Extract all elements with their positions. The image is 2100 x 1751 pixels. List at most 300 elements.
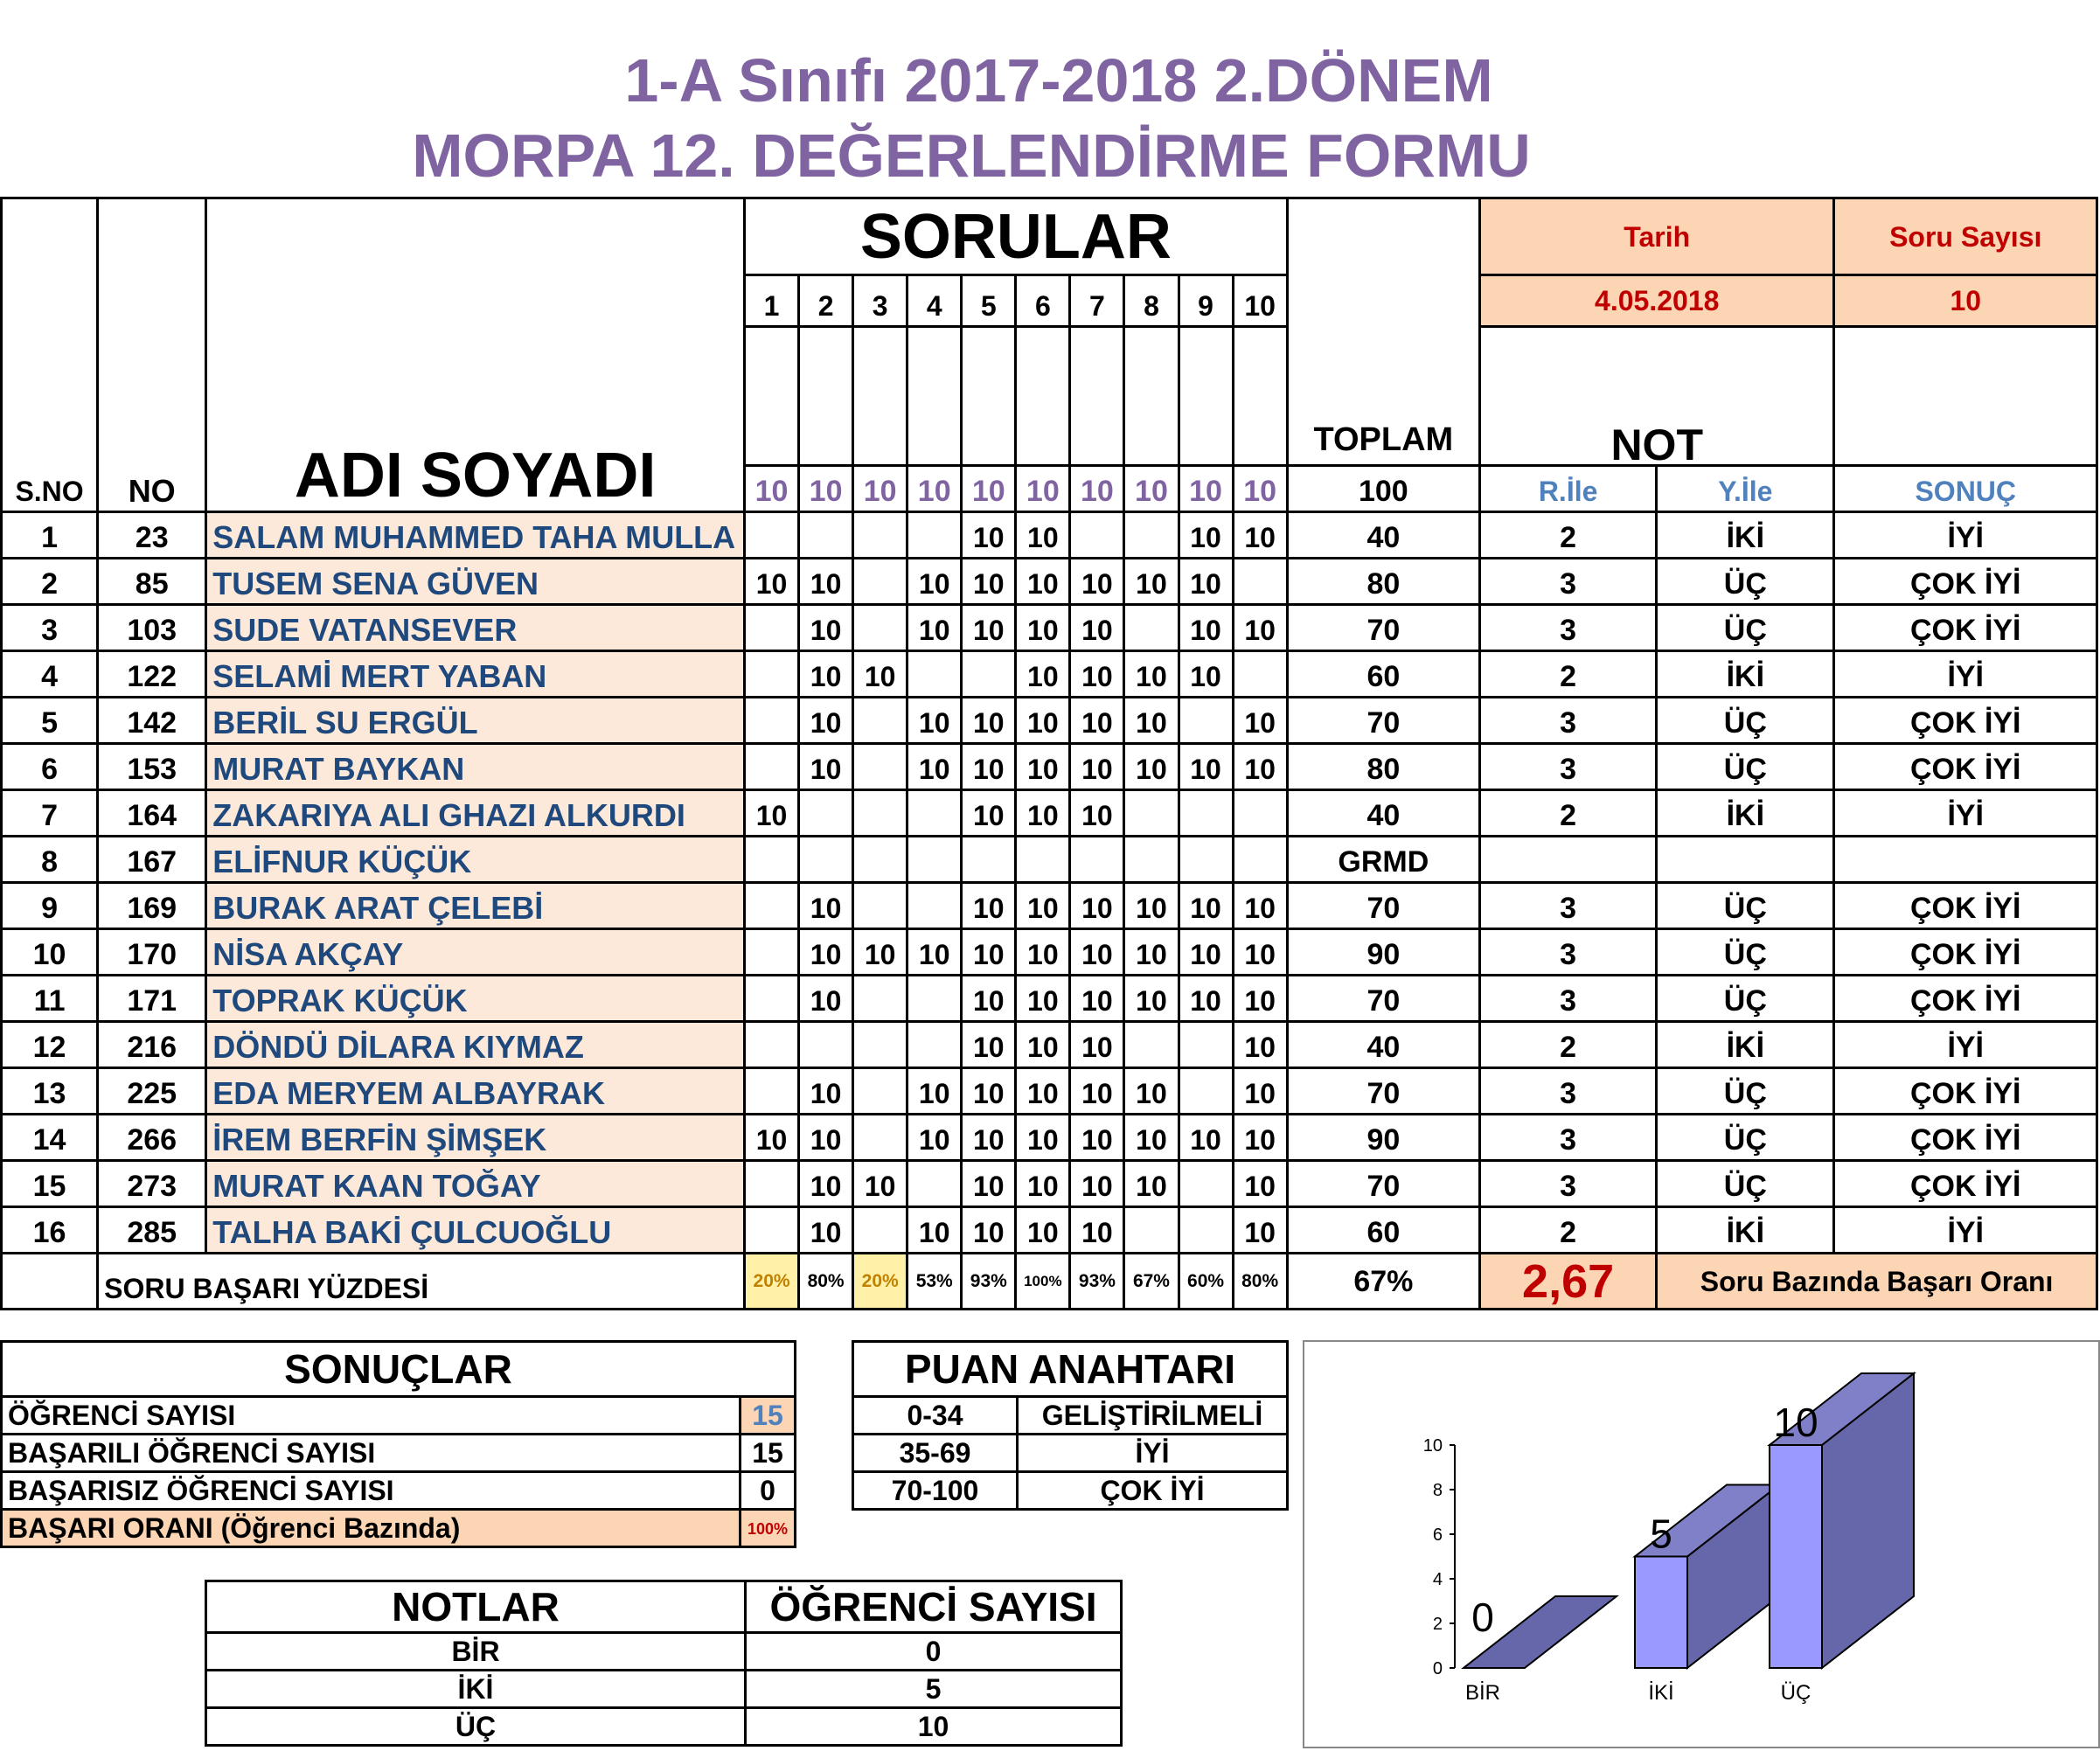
basarili-label: BAŞARILI ÖĞRENCİ SAYISI — [2, 1435, 741, 1472]
student-sonuc: ÇOK İYİ — [1834, 1161, 2097, 1207]
student-total: 90 — [1287, 1115, 1479, 1161]
question-blank — [1233, 327, 1287, 466]
puan-range: 0-34 — [853, 1397, 1018, 1435]
student-name: DÖNDÜ DİLARA KIYMAZ — [206, 1022, 745, 1068]
student-score: 10 — [1124, 559, 1179, 605]
student-sno: 11 — [2, 976, 98, 1022]
student-score: 10 — [1070, 651, 1124, 698]
student-sonuc: ÇOK İYİ — [1834, 929, 2097, 976]
student-score: 10 — [799, 976, 853, 1022]
student-score: 10 — [1016, 1115, 1070, 1161]
student-row — [2, 837, 2097, 883]
student-score: 10 — [1233, 929, 1287, 976]
student-score — [745, 1207, 799, 1254]
student-score: 10 — [962, 1115, 1016, 1161]
student-score — [907, 1022, 962, 1068]
student-row — [2, 929, 2097, 976]
question-number: 7 — [1070, 275, 1124, 327]
student-sonuc — [1834, 837, 2097, 883]
student-y-ile: ÜÇ — [1657, 929, 1834, 976]
puan-label: GELİŞTİRİLMELİ — [1018, 1397, 1288, 1435]
student-score: 10 — [1070, 1161, 1124, 1207]
student-total: 70 — [1287, 883, 1479, 929]
student-score: 10 — [1016, 976, 1070, 1022]
student-no: 171 — [98, 976, 206, 1022]
student-score: 10 — [799, 1161, 853, 1207]
student-sonuc: ÇOK İYİ — [1834, 1115, 2097, 1161]
student-score: 10 — [907, 1207, 962, 1254]
student-total: 40 — [1287, 1022, 1479, 1068]
student-score — [745, 698, 799, 744]
student-score: 10 — [1070, 559, 1124, 605]
student-row — [2, 1115, 2097, 1161]
student-score — [745, 651, 799, 698]
y-ile-header: Y.İle — [1657, 466, 1834, 512]
student-row — [2, 559, 2097, 605]
not-count: 0 — [746, 1633, 1122, 1671]
footer-blank — [2, 1254, 98, 1310]
data-label: 5 — [1650, 1511, 1672, 1557]
puan-range: 35-69 — [853, 1435, 1018, 1472]
student-score — [1124, 1207, 1179, 1254]
student-score — [1179, 1068, 1233, 1115]
student-no: 153 — [98, 744, 206, 790]
student-score — [1233, 790, 1287, 837]
student-name: SUDE VATANSEVER — [206, 605, 745, 651]
student-no: 225 — [98, 1068, 206, 1115]
student-score: 10 — [907, 744, 962, 790]
not-label: BİR — [206, 1633, 746, 1671]
student-name: TUSEM SENA GÜVEN — [206, 559, 745, 605]
student-score — [853, 744, 907, 790]
student-score: 10 — [799, 883, 853, 929]
student-sno: 4 — [2, 651, 98, 698]
student-sno: 12 — [2, 1022, 98, 1068]
student-score: 10 — [1233, 1068, 1287, 1115]
student-score — [907, 976, 962, 1022]
student-score: 10 — [962, 883, 1016, 929]
student-score — [962, 651, 1016, 698]
question-percentage: 80% — [799, 1254, 853, 1310]
student-score — [1124, 1022, 1179, 1068]
student-r-ile: 3 — [1479, 1115, 1656, 1161]
student-total: 80 — [1287, 744, 1479, 790]
student-sonuc: İYİ — [1834, 1207, 2097, 1254]
r-ile-header: R.İle — [1479, 466, 1656, 512]
student-score: 10 — [1179, 512, 1233, 559]
question-points: 10 — [745, 466, 799, 512]
student-total: 40 — [1287, 790, 1479, 837]
tarih-value: 4.05.2018 — [1479, 275, 1833, 327]
student-sonuc: İYİ — [1834, 512, 2097, 559]
student-score — [853, 976, 907, 1022]
student-score: 10 — [1233, 1115, 1287, 1161]
sonuc-header: SONUÇ — [1834, 466, 2097, 512]
student-score: 10 — [1124, 929, 1179, 976]
student-y-ile: ÜÇ — [1657, 559, 1834, 605]
question-percentage: 60% — [1179, 1254, 1233, 1310]
student-name: İREM BERFİN ŞİMŞEK — [206, 1115, 745, 1161]
soru-sayisi-value: 10 — [1834, 275, 2097, 327]
student-score: 10 — [962, 559, 1016, 605]
student-score: 10 — [1070, 790, 1124, 837]
student-score: 10 — [745, 1115, 799, 1161]
student-sno: 15 — [2, 1161, 98, 1207]
student-score — [907, 837, 962, 883]
student-score — [799, 790, 853, 837]
question-points: 10 — [1179, 466, 1233, 512]
student-no: 85 — [98, 559, 206, 605]
footer-row — [2, 1254, 2097, 1310]
student-total: GRMD — [1287, 837, 1479, 883]
question-number: 5 — [962, 275, 1016, 327]
student-score: 10 — [1070, 698, 1124, 744]
no-header: NO — [98, 198, 206, 512]
student-score — [907, 883, 962, 929]
student-score — [962, 837, 1016, 883]
student-sno: 10 — [2, 929, 98, 976]
question-percentage: 20% — [853, 1254, 907, 1310]
student-name: MURAT KAAN TOĞAY — [206, 1161, 745, 1207]
student-score: 10 — [799, 1068, 853, 1115]
student-total: 80 — [1287, 559, 1479, 605]
student-score: 10 — [1124, 744, 1179, 790]
question-blank — [745, 327, 799, 466]
student-score: 10 — [1016, 883, 1070, 929]
student-score: 10 — [1179, 651, 1233, 698]
student-name: NİSA AKÇAY — [206, 929, 745, 976]
student-name: ELİFNUR KÜÇÜK — [206, 837, 745, 883]
student-score: 10 — [1233, 605, 1287, 651]
student-total: 60 — [1287, 1207, 1479, 1254]
question-number: 2 — [799, 275, 853, 327]
sonuclar-title: SONUÇLAR — [2, 1342, 796, 1397]
student-score: 10 — [1016, 929, 1070, 976]
student-total: 70 — [1287, 1161, 1479, 1207]
question-percentage: 100% — [1016, 1254, 1070, 1310]
student-score — [1179, 1022, 1233, 1068]
student-row — [2, 883, 2097, 929]
y-tick-label: 10 — [1422, 1436, 1443, 1456]
student-score: 10 — [745, 559, 799, 605]
student-score: 10 — [1124, 651, 1179, 698]
student-score: 10 — [907, 559, 962, 605]
total-percentage: 67% — [1287, 1254, 1479, 1310]
average-score: 2,67 — [1479, 1254, 1656, 1310]
student-r-ile: 3 — [1479, 1068, 1656, 1115]
student-sonuc: İYİ — [1834, 1022, 2097, 1068]
student-sonuc: ÇOK İYİ — [1834, 1068, 2097, 1115]
student-name: TALHA BAKİ ÇULCUOĞLU — [206, 1207, 745, 1254]
student-score — [745, 883, 799, 929]
student-score: 10 — [799, 744, 853, 790]
toplam-header: TOPLAM — [1287, 198, 1479, 466]
question-blank — [1016, 327, 1070, 466]
student-score — [853, 883, 907, 929]
student-sno: 8 — [2, 837, 98, 883]
student-y-ile: ÜÇ — [1657, 976, 1834, 1022]
student-y-ile: ÜÇ — [1657, 1115, 1834, 1161]
student-score: 10 — [1124, 698, 1179, 744]
student-score — [745, 1022, 799, 1068]
question-number: 4 — [907, 275, 962, 327]
student-score: 10 — [1124, 1115, 1179, 1161]
student-r-ile: 3 — [1479, 976, 1656, 1022]
student-total: 70 — [1287, 976, 1479, 1022]
student-score: 10 — [1070, 883, 1124, 929]
data-label: 10 — [1773, 1400, 1818, 1445]
student-score — [799, 837, 853, 883]
puan-label: ÇOK İYİ — [1018, 1472, 1288, 1510]
student-no: 142 — [98, 698, 206, 744]
question-blank — [962, 327, 1016, 466]
student-score — [745, 1161, 799, 1207]
student-no: 167 — [98, 837, 206, 883]
student-score — [1070, 837, 1124, 883]
puan-range: 70-100 — [853, 1472, 1018, 1510]
student-r-ile: 3 — [1479, 1161, 1656, 1207]
student-score — [1179, 1161, 1233, 1207]
student-score: 10 — [907, 929, 962, 976]
student-r-ile: 3 — [1479, 929, 1656, 976]
student-y-ile: ÜÇ — [1657, 605, 1834, 651]
student-score: 10 — [962, 1068, 1016, 1115]
student-row — [2, 512, 2097, 559]
student-score: 10 — [962, 1161, 1016, 1207]
student-score: 10 — [962, 790, 1016, 837]
question-percentage: 93% — [962, 1254, 1016, 1310]
question-points: 10 — [907, 466, 962, 512]
basari-orani-label: BAŞARI ORANI (Öğrenci Bazında) — [2, 1510, 741, 1547]
student-sno: 6 — [2, 744, 98, 790]
student-r-ile — [1479, 837, 1656, 883]
student-score: 10 — [1016, 698, 1070, 744]
y-tick-label: 0 — [1432, 1659, 1443, 1678]
student-score — [853, 1068, 907, 1115]
student-score — [853, 559, 907, 605]
student-score — [853, 512, 907, 559]
student-score — [1233, 837, 1287, 883]
student-score — [853, 1207, 907, 1254]
student-sno: 7 — [2, 790, 98, 837]
student-row — [2, 1161, 2097, 1207]
name-header: ADI SOYADI — [206, 198, 745, 512]
student-name: SELAMİ MERT YABAN — [206, 651, 745, 698]
question-percentage: 93% — [1070, 1254, 1124, 1310]
student-r-ile: 2 — [1479, 512, 1656, 559]
student-score: 10 — [962, 744, 1016, 790]
student-score — [853, 605, 907, 651]
student-score: 10 — [1016, 744, 1070, 790]
student-y-ile — [1657, 837, 1834, 883]
student-score: 10 — [1016, 651, 1070, 698]
question-percentage: 20% — [745, 1254, 799, 1310]
student-name: BURAK ARAT ÇELEBİ — [206, 883, 745, 929]
not-count: 5 — [746, 1671, 1122, 1708]
student-score: 10 — [853, 651, 907, 698]
student-score: 10 — [1016, 605, 1070, 651]
student-y-ile: İKİ — [1657, 790, 1834, 837]
question-blank — [1070, 327, 1124, 466]
student-score: 10 — [1016, 512, 1070, 559]
puan-label: İYİ — [1018, 1435, 1288, 1472]
total-points: 100 — [1287, 466, 1479, 512]
student-name: TOPRAK KÜÇÜK — [206, 976, 745, 1022]
student-score: 10 — [962, 976, 1016, 1022]
student-score — [853, 1115, 907, 1161]
student-name: BERİL SU ERGÜL — [206, 698, 745, 744]
student-score: 10 — [799, 1207, 853, 1254]
tarih-label: Tarih — [1479, 198, 1833, 275]
soru-basari-label: SORU BAŞARI YÜZDESİ — [98, 1254, 745, 1310]
student-sno: 3 — [2, 605, 98, 651]
question-number: 3 — [853, 275, 907, 327]
question-points: 10 — [1016, 466, 1070, 512]
student-score: 10 — [962, 512, 1016, 559]
student-r-ile: 2 — [1479, 651, 1656, 698]
student-sno: 13 — [2, 1068, 98, 1115]
sonuc-blank — [1834, 327, 2097, 466]
chart-svg — [1304, 1342, 2098, 1747]
student-score — [799, 1022, 853, 1068]
student-score: 10 — [853, 929, 907, 976]
student-sonuc: İYİ — [1834, 790, 2097, 837]
student-row — [2, 698, 2097, 744]
student-score: 10 — [1124, 1161, 1179, 1207]
question-percentage: 67% — [1124, 1254, 1179, 1310]
student-no: 170 — [98, 929, 206, 976]
student-no: 164 — [98, 790, 206, 837]
student-score — [745, 976, 799, 1022]
page-subtitle: MORPA 12. DEĞERLENDİRME FORMU — [412, 122, 1531, 190]
student-sonuc: ÇOK İYİ — [1834, 559, 2097, 605]
x-tick-label: İKİ — [1648, 1681, 1674, 1705]
student-score: 10 — [1124, 1068, 1179, 1115]
basari-orani-value: 100% — [741, 1510, 796, 1547]
student-score: 10 — [1070, 744, 1124, 790]
student-sno: 14 — [2, 1115, 98, 1161]
question-number: 10 — [1233, 275, 1287, 327]
evaluation-table — [0, 197, 2098, 1310]
not-label: İKİ — [206, 1671, 746, 1708]
sorular-header: SORULAR — [745, 198, 1288, 275]
student-y-ile: ÜÇ — [1657, 1068, 1834, 1115]
y-tick-label: 6 — [1432, 1525, 1443, 1545]
student-sno: 9 — [2, 883, 98, 929]
student-score: 10 — [962, 1207, 1016, 1254]
not-label: ÜÇ — [206, 1708, 746, 1746]
puan-title: PUAN ANAHTARI — [853, 1342, 1288, 1397]
student-score: 10 — [1124, 883, 1179, 929]
student-r-ile: 2 — [1479, 790, 1656, 837]
student-score: 10 — [1070, 976, 1124, 1022]
student-row — [2, 651, 2097, 698]
student-score: 10 — [962, 698, 1016, 744]
student-score — [1233, 559, 1287, 605]
question-points: 10 — [1070, 466, 1124, 512]
student-row — [2, 1207, 2097, 1254]
student-score: 10 — [853, 1161, 907, 1207]
student-name: ZAKARIYA ALI GHAZI ALKURDI — [206, 790, 745, 837]
sonuclar-table — [0, 1340, 796, 1548]
y-tick-label: 8 — [1432, 1481, 1443, 1500]
student-score: 10 — [1070, 605, 1124, 651]
question-number: 8 — [1124, 275, 1179, 327]
student-score: 10 — [799, 559, 853, 605]
x-tick-label: BİR — [1464, 1681, 1501, 1705]
page-title: 1-A Sınıfı 2017-2018 2.DÖNEM — [624, 46, 1493, 115]
student-y-ile: İKİ — [1657, 1207, 1834, 1254]
student-score: 10 — [1070, 1207, 1124, 1254]
student-score — [1179, 790, 1233, 837]
student-score: 10 — [907, 605, 962, 651]
student-r-ile: 3 — [1479, 605, 1656, 651]
student-score — [853, 698, 907, 744]
puan-anahtari-table — [852, 1340, 1289, 1511]
not-count: 10 — [746, 1708, 1122, 1746]
ratio-label: Soru Bazında Başarı Oranı — [1657, 1254, 2097, 1310]
basarisiz-label: BAŞARISIZ ÖĞRENCİ SAYISI — [2, 1472, 741, 1510]
student-no: 266 — [98, 1115, 206, 1161]
student-score — [907, 1161, 962, 1207]
student-score: 10 — [1016, 1207, 1070, 1254]
student-total: 40 — [1287, 512, 1479, 559]
student-score: 10 — [1233, 1022, 1287, 1068]
bar-front — [1770, 1445, 1822, 1668]
data-label: 0 — [1471, 1595, 1494, 1640]
student-score: 10 — [1070, 929, 1124, 976]
student-score: 10 — [1179, 605, 1233, 651]
student-score: 10 — [1179, 559, 1233, 605]
student-score: 10 — [1070, 1115, 1124, 1161]
student-score: 10 — [1179, 929, 1233, 976]
student-no: 216 — [98, 1022, 206, 1068]
student-sonuc: ÇOK İYİ — [1834, 744, 2097, 790]
student-score — [1016, 837, 1070, 883]
student-score — [907, 790, 962, 837]
not-header: NOT — [1479, 327, 1833, 466]
student-score: 10 — [962, 605, 1016, 651]
question-number: 1 — [745, 275, 799, 327]
sno-header: S.NO — [2, 198, 98, 512]
student-r-ile: 2 — [1479, 1022, 1656, 1068]
student-score — [745, 744, 799, 790]
student-sno: 16 — [2, 1207, 98, 1254]
student-score: 10 — [962, 929, 1016, 976]
student-no: 23 — [98, 512, 206, 559]
student-score: 10 — [1179, 883, 1233, 929]
student-score: 10 — [1124, 976, 1179, 1022]
student-row — [2, 1022, 2097, 1068]
student-sonuc: ÇOK İYİ — [1834, 883, 2097, 929]
student-score: 10 — [1179, 744, 1233, 790]
student-name: EDA MERYEM ALBAYRAK — [206, 1068, 745, 1115]
notlar-header: NOTLAR — [206, 1581, 746, 1633]
student-score: 10 — [799, 1115, 853, 1161]
student-score — [1233, 651, 1287, 698]
student-score — [853, 790, 907, 837]
question-percentage: 80% — [1233, 1254, 1287, 1310]
student-score: 10 — [1233, 1207, 1287, 1254]
student-score: 10 — [1016, 1161, 1070, 1207]
student-score — [1124, 605, 1179, 651]
student-score: 10 — [907, 1068, 962, 1115]
student-no: 122 — [98, 651, 206, 698]
question-percentage: 53% — [907, 1254, 962, 1310]
notlar-table — [205, 1580, 1123, 1747]
student-sonuc: ÇOK İYİ — [1834, 605, 2097, 651]
student-row — [2, 744, 2097, 790]
